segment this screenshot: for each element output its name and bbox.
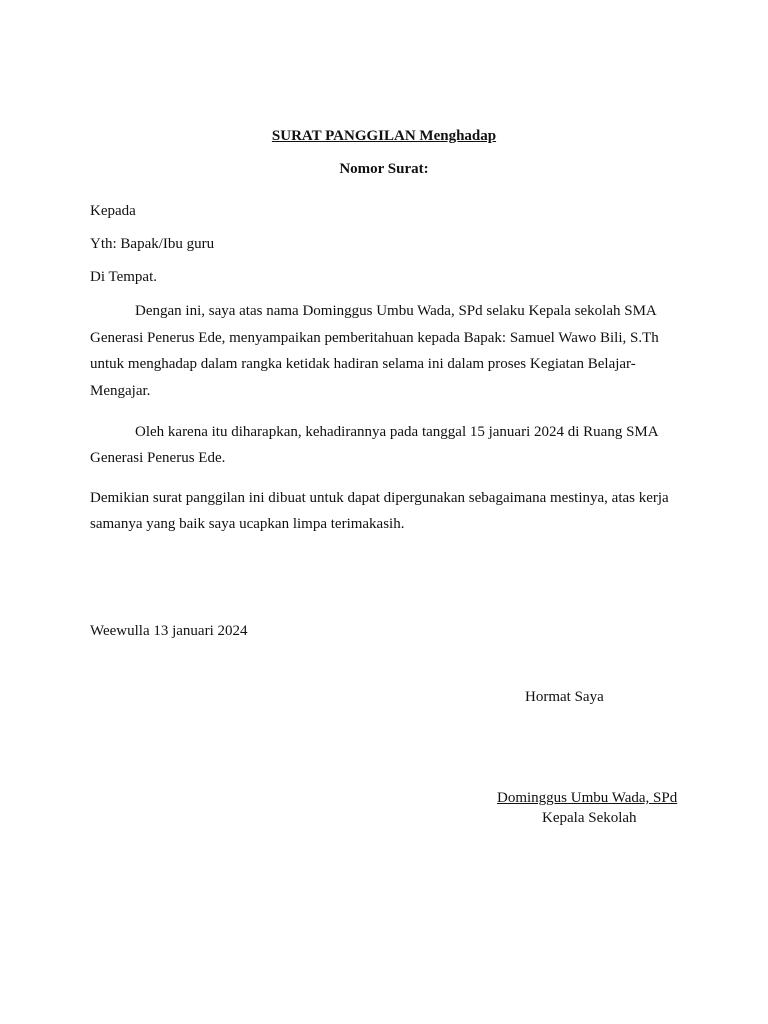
signer-name: Dominggus Umbu Wada, SPd <box>497 790 678 806</box>
paragraph-1-line-2: Generasi Penerus Ede, menyampaikan pemberitahuan kepada Bapak: Samuel Wawo Bili, S.Th <box>90 330 659 346</box>
recipient-yth: Yth: Bapak/Ibu guru <box>90 236 215 252</box>
paragraph-1-line-4: Mengajar. <box>90 383 151 399</box>
paragraph-2-line-1: Oleh karena itu diharapkan, kehadirannya pada tanggal 15 januari 2024 di Ruang SMA <box>135 424 659 440</box>
signer-title: Kepala Sekolah <box>542 810 637 826</box>
paragraph-2-line-2: Generasi Penerus Ede. <box>90 450 226 466</box>
paragraph-1-line-3: untuk menghadap dalam rangka ketidak hadiran selama ini dalam proses Kegiatan Belajar- <box>90 356 636 372</box>
place-date: Weewulla 13 januari 2024 <box>90 623 248 639</box>
recipient-kepada: Kepada <box>90 203 136 219</box>
paragraph-1-line-1: Dengan ini, saya atas nama Dominggus Umbu Wada, SPd selaku Kepala sekolah SMA <box>135 303 657 319</box>
closing-greeting: Hormat Saya <box>525 689 604 705</box>
letter-title: SURAT PANGGILAN Menghadap <box>271 128 497 144</box>
letter-number: Nomor Surat: <box>339 161 429 177</box>
paragraph-3-line-1: Demikian surat panggilan ini dibuat untuk dapat dipergunakan sebagaimana mestinya, atas kerja <box>90 490 669 506</box>
paragraph-3-line-2: samanya yang baik saya ucapkan limpa terimakasih. <box>90 516 405 532</box>
recipient-place: Di Tempat. <box>90 269 157 285</box>
